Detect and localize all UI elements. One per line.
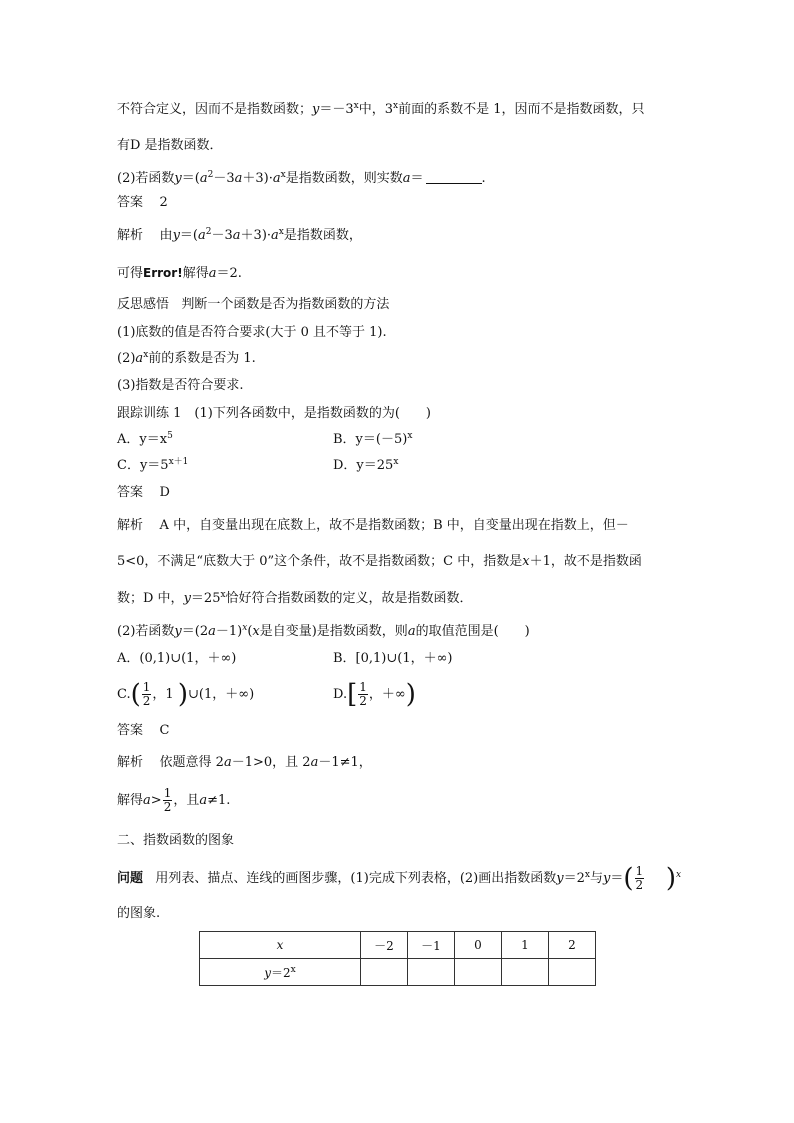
text-span: (2) xyxy=(117,351,136,366)
fraction xyxy=(358,681,368,708)
superscript: x xyxy=(407,431,413,441)
numerator: 1 xyxy=(163,786,172,800)
math-var: x xyxy=(522,554,530,569)
left-paren: ( xyxy=(130,679,141,710)
text-span: 由 xyxy=(159,228,173,243)
right-paren: ) xyxy=(177,679,188,710)
math-var: a xyxy=(310,755,319,770)
math-var: y xyxy=(556,871,564,886)
section-title xyxy=(117,833,234,849)
math-var: a xyxy=(271,228,279,243)
table-cell: x xyxy=(200,932,361,959)
option-a xyxy=(117,432,173,448)
reflection-heading: 判断一个函数是否为指数函数的方法 xyxy=(181,297,390,312)
q3-option-a xyxy=(117,651,236,667)
text-span: －1≠1， xyxy=(318,755,372,770)
table-cell xyxy=(408,959,455,986)
superscript: x＋1 xyxy=(168,457,189,467)
solution-2-line-1 xyxy=(117,518,629,534)
table-cell: －1 xyxy=(408,932,455,959)
math-var: a xyxy=(135,351,144,366)
left-paren: ( xyxy=(623,863,634,894)
paragraph-line-2 xyxy=(117,138,223,154)
text-span: 是指数函数， xyxy=(283,228,362,243)
text-span: ( xyxy=(247,624,253,639)
math-var: a xyxy=(223,755,232,770)
text-span: D. xyxy=(333,687,348,702)
superscript: x xyxy=(393,457,399,467)
text-span: 前面的系数不是 1，因而不是指数函数，只 xyxy=(398,102,645,117)
text-span: (3)指数是否符合要求. xyxy=(117,378,244,393)
text-span: 解得 xyxy=(117,793,144,808)
text-span: ＝2. xyxy=(216,266,242,281)
table-row-label xyxy=(200,959,361,986)
superscript: x xyxy=(353,101,359,111)
table-cell xyxy=(455,959,502,986)
math-var: a xyxy=(198,228,206,243)
math-var: y xyxy=(172,228,180,243)
math-var: a xyxy=(208,266,217,281)
math-var: y xyxy=(264,965,272,980)
text-span: ＋1，故不是指数函 xyxy=(529,554,642,569)
answer-label: 答案 xyxy=(117,723,144,738)
reflection-item-1 xyxy=(117,325,387,341)
table-cell: 1 xyxy=(502,932,549,959)
solution-1-line-2 xyxy=(117,265,242,282)
q3-option-d xyxy=(333,680,416,710)
problem-line-2 xyxy=(117,906,160,922)
text-span: A．(0,1)∪(1，＋∞) xyxy=(117,651,237,666)
numerator: 1 xyxy=(359,680,367,694)
reflection-title xyxy=(117,297,389,313)
text-span: 与 xyxy=(589,871,603,886)
text-span: 不符合定义，因而不是指数函数； xyxy=(117,102,313,117)
solution-label: 解析 xyxy=(117,755,144,770)
text-span: ＋3)· xyxy=(240,228,272,243)
text-span: 有D 是指数函数． xyxy=(117,138,223,153)
text-span: －1) xyxy=(215,624,243,639)
numerator: 1 xyxy=(142,680,151,694)
question-3 xyxy=(117,624,530,640)
table-cell xyxy=(361,959,408,986)
superscript: 2 xyxy=(205,227,212,237)
right-paren: ) xyxy=(405,679,416,710)
left-bracket: [ xyxy=(347,679,358,710)
answer-value: D xyxy=(159,485,170,500)
paragraph-line-1 xyxy=(117,102,645,118)
text-span: ，1 xyxy=(152,687,174,702)
text-span: A 中，自变量出现在底数上，故不是指数函数；B 中，自变量出现在指数上，但－ xyxy=(159,518,629,533)
text-span: ，＋∞ xyxy=(368,687,406,702)
text-span: C. xyxy=(117,687,131,702)
solution-3-line-1 xyxy=(117,755,372,771)
answer-value: 2 xyxy=(159,195,168,210)
text-span: 二、指数函数的图象 xyxy=(117,833,235,848)
text-span: ＋3)· xyxy=(242,171,273,186)
text-span: 跟踪训练 1 (1)下列各函数中，是指数函数的为( ) xyxy=(117,406,431,421)
text-span: (1)底数的值是否符合要求(大于 0 且不等于 1). xyxy=(117,325,387,340)
superscript: x xyxy=(290,964,296,975)
right-paren: ) xyxy=(665,863,676,894)
math-var: x xyxy=(252,624,260,639)
text-span: 恰好符合指数函数的定义，故是指数函数． xyxy=(225,591,473,606)
text-span: ＝ xyxy=(410,171,424,186)
math-var: a xyxy=(234,171,243,186)
solution-2-line-2 xyxy=(117,554,642,570)
q3-option-b xyxy=(333,651,453,667)
answer-1 xyxy=(117,195,168,211)
solution-label: 解析 xyxy=(117,228,144,243)
text-span: D．y＝25 xyxy=(333,458,394,473)
text-span: ＝25 xyxy=(190,591,221,606)
table-row xyxy=(200,959,596,986)
denominator: 2 xyxy=(163,800,172,814)
text-span: B．y＝(－5) xyxy=(333,432,408,447)
q3-option-c xyxy=(117,680,254,710)
text-span: 的取值范围是( ) xyxy=(415,624,530,639)
text-span: －1>0，且 2 xyxy=(231,755,311,770)
solution-3-line-2 xyxy=(117,786,230,816)
numerator: 1 xyxy=(635,864,644,878)
answer-3 xyxy=(117,723,170,739)
denominator: 2 xyxy=(142,694,151,708)
text-span: 可得 xyxy=(117,266,144,281)
superscript: x xyxy=(393,101,399,111)
math-var: a xyxy=(208,624,216,639)
text-span: B．[0,1)∪(1，＋∞) xyxy=(333,651,453,666)
question-2 xyxy=(117,171,486,187)
math-var: y xyxy=(603,871,611,886)
text-span: 前的系数是否为 1. xyxy=(148,351,256,366)
option-c xyxy=(117,458,188,474)
answer-2 xyxy=(117,485,170,501)
text-span: －3 xyxy=(211,228,233,243)
text-span: 的图象. xyxy=(117,906,161,921)
text-span: －3 xyxy=(213,171,235,186)
text-span: (2)若函数 xyxy=(117,171,175,186)
reflection-item-2 xyxy=(117,351,256,367)
math-var: y xyxy=(174,171,182,186)
answer-value: C xyxy=(159,723,170,738)
math-var: a xyxy=(402,171,411,186)
text-span: ＝ xyxy=(610,871,624,886)
superscript: 5 xyxy=(167,431,173,441)
table-cell xyxy=(502,959,549,986)
math-var: y xyxy=(183,591,191,606)
superscript: x xyxy=(242,623,248,633)
option-d xyxy=(333,458,398,474)
text-span: 用列表、描点、连线的画图步骤，(1)完成下列表格，(2)画出指数函数 xyxy=(155,871,557,886)
table-cell xyxy=(549,959,596,986)
table-cell: 0 xyxy=(455,932,502,959)
math-var: a xyxy=(143,793,151,808)
answer-label: 答案 xyxy=(117,485,144,500)
text-span: ＝2 xyxy=(563,871,585,886)
solution-2-line-3 xyxy=(117,591,473,607)
table-cell: －2 xyxy=(361,932,408,959)
superscript: 2 xyxy=(207,170,214,180)
table-header-row xyxy=(200,932,596,959)
math-var: a xyxy=(407,624,416,639)
text-span: A．y＝x xyxy=(117,432,168,447)
text-span: 5<0，不满足“底数大于 0”这个条件，故不是指数函数；C 中，指数是 xyxy=(117,554,523,569)
text-span: ＝2 xyxy=(271,965,291,980)
solution-1-line-1 xyxy=(117,228,362,244)
problem-label: 问题 xyxy=(117,871,144,886)
text-span: C．y＝5 xyxy=(117,458,169,473)
table-cell: 2 xyxy=(549,932,596,959)
math-var: y xyxy=(312,102,320,117)
text-span: ，且 xyxy=(173,793,200,808)
value-table xyxy=(199,931,596,986)
denominator: 2 xyxy=(359,694,367,708)
superscript: x xyxy=(278,227,284,237)
math-var: a xyxy=(232,228,241,243)
error-text: Error! xyxy=(143,266,183,280)
track-title xyxy=(117,406,431,422)
fraction xyxy=(635,865,645,892)
text-span: 中，3 xyxy=(358,102,394,117)
text-span: 解得 xyxy=(182,266,209,281)
fraction xyxy=(163,787,173,814)
text-span: 是指数函数，则实数 xyxy=(285,171,403,186)
text-span: > xyxy=(150,793,162,808)
text-span: ∪(1，＋∞) xyxy=(188,687,255,702)
superscript: x xyxy=(676,870,682,880)
denominator: 2 xyxy=(635,878,644,892)
fraction xyxy=(142,681,152,708)
text-span: 是自变量)是指数函数，则 xyxy=(259,624,408,639)
superscript: x xyxy=(143,350,149,360)
math-var: a xyxy=(199,171,208,186)
text-span: ＝( xyxy=(181,171,200,186)
option-b xyxy=(333,432,412,448)
answer-label: 答案 xyxy=(117,195,144,210)
math-var: y xyxy=(174,624,182,639)
math-var: a xyxy=(272,171,281,186)
text-span: . xyxy=(481,171,486,186)
text-span: 数；D 中， xyxy=(117,591,184,606)
text-span: ＝(2 xyxy=(181,624,209,639)
reflection-item-3 xyxy=(117,378,244,394)
answer-blank xyxy=(426,171,482,184)
reflection-label: 反思感悟 xyxy=(117,297,170,312)
math-var: a xyxy=(199,793,208,808)
superscript: x xyxy=(220,590,226,600)
text-span: ＝( xyxy=(179,228,198,243)
superscript: x xyxy=(584,870,590,880)
problem-line-1 xyxy=(117,864,681,894)
text-span: (2)若函数 xyxy=(117,624,175,639)
text-span: 依题意得 2 xyxy=(159,755,224,770)
text-span: ≠1. xyxy=(207,793,231,808)
superscript: x xyxy=(280,170,286,180)
solution-label: 解析 xyxy=(117,518,144,533)
text-span: ＝－3 xyxy=(319,102,354,117)
